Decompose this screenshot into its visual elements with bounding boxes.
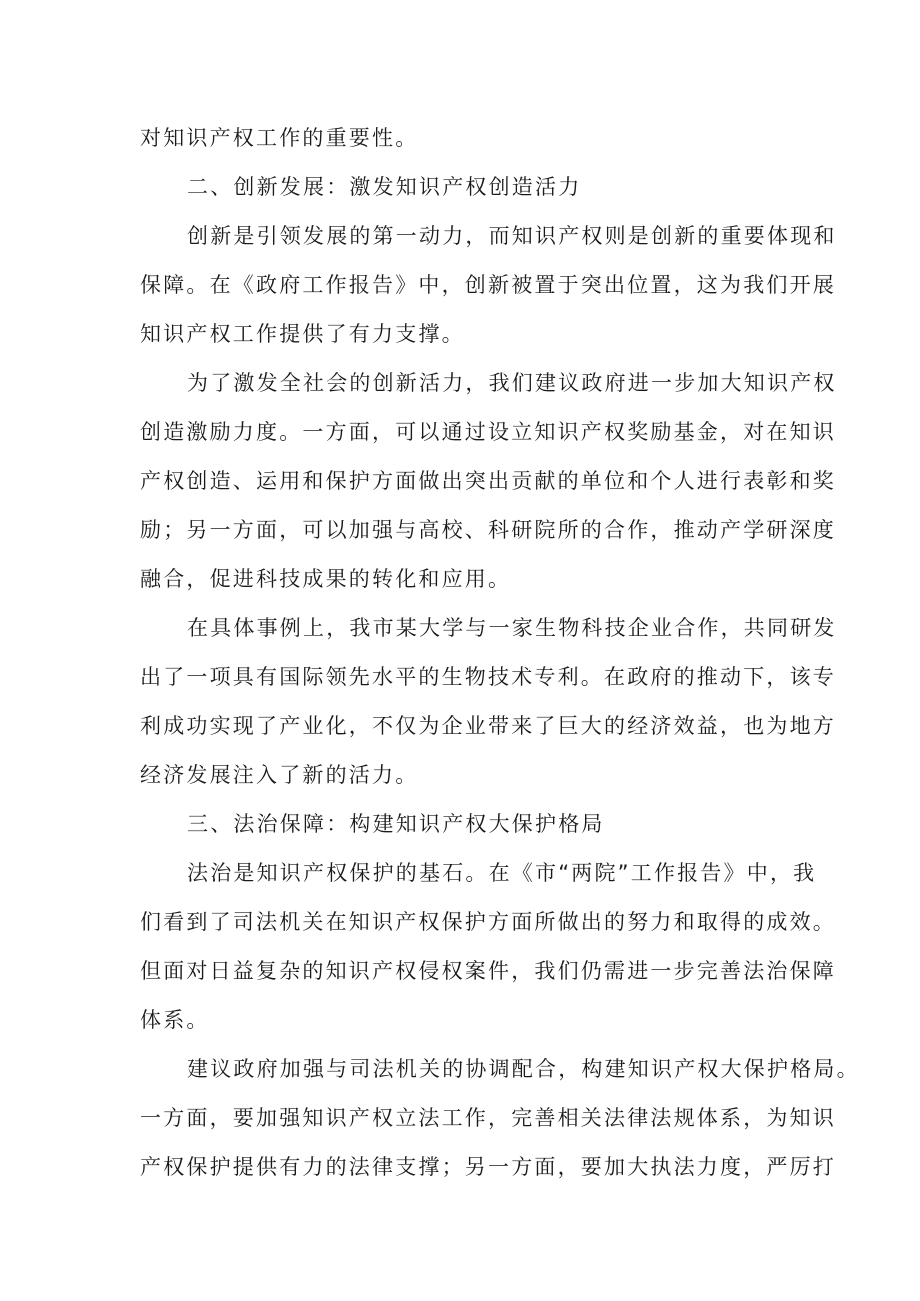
paragraph-line: 为了激发全社会的创新活力，我们建议政府进一步加大知识产权 bbox=[187, 371, 837, 395]
paragraph-line: 体系。 bbox=[140, 1008, 210, 1032]
paragraph-line: 融合，促进科技成果的转化和应用。 bbox=[140, 567, 512, 591]
section-heading-rule-of-law: 三、法治保障：构建知识产权大保护格局 bbox=[187, 812, 605, 836]
paragraph-line: 利成功实现了产业化，不仅为企业带来了巨大的经济效益，也为地方 bbox=[140, 714, 836, 738]
paragraph-line: 创造激励力度。一方面，可以通过设立知识产权奖励基金，对在知识 bbox=[140, 420, 836, 444]
paragraph-line: 出了一项具有国际领先水平的生物技术专利。在政府的推动下，该专 bbox=[140, 665, 836, 689]
paragraph-line: 产权创造、运用和保护方面做出突出贡献的单位和个人进行表彰和奖 bbox=[140, 469, 836, 493]
paragraph-line: 励；另一方面，可以加强与高校、科研院所的合作，推动产学研深度 bbox=[140, 518, 836, 542]
paragraph-line: 一方面，要加强知识产权立法工作，完善相关法律法规体系，为知识 bbox=[140, 1106, 836, 1130]
paragraph-line: 产权保护提供有力的法律支撑；另一方面，要加大执法力度，严厉打 bbox=[140, 1155, 836, 1179]
paragraph-line: 们看到了司法机关在知识产权保护方面所做出的努力和取得的成效。 bbox=[140, 910, 836, 934]
paragraph-continuation-line: 对知识产权工作的重要性。 bbox=[140, 126, 419, 150]
paragraph-line: 在具体事例上，我市某大学与一家生物科技企业合作，共同研发 bbox=[187, 616, 837, 640]
paragraph-line: 保障。在《政府工作报告》中，创新被置于突出位置，这为我们开展 bbox=[140, 273, 836, 297]
paragraph-line: 创新是引领发展的第一动力，而知识产权则是创新的重要体现和 bbox=[187, 224, 837, 248]
paragraph-line: 法治是知识产权保护的基石。在《市“两院”工作报告》中，我 bbox=[187, 861, 817, 885]
paragraph-line: 经济发展注入了新的活力。 bbox=[140, 763, 419, 787]
document-body bbox=[140, 114, 860, 1192]
paragraph-line: 知识产权工作提供了有力支撑。 bbox=[140, 322, 465, 346]
paragraph-line: 建议政府加强与司法机关的协调配合，构建知识产权大保护格局。 bbox=[187, 1057, 860, 1081]
section-heading-innovation: 二、创新发展：激发知识产权创造活力 bbox=[187, 175, 582, 199]
paragraph-line: 但面对日益复杂的知识产权侵权案件，我们仍需进一步完善法治保障 bbox=[140, 959, 836, 983]
